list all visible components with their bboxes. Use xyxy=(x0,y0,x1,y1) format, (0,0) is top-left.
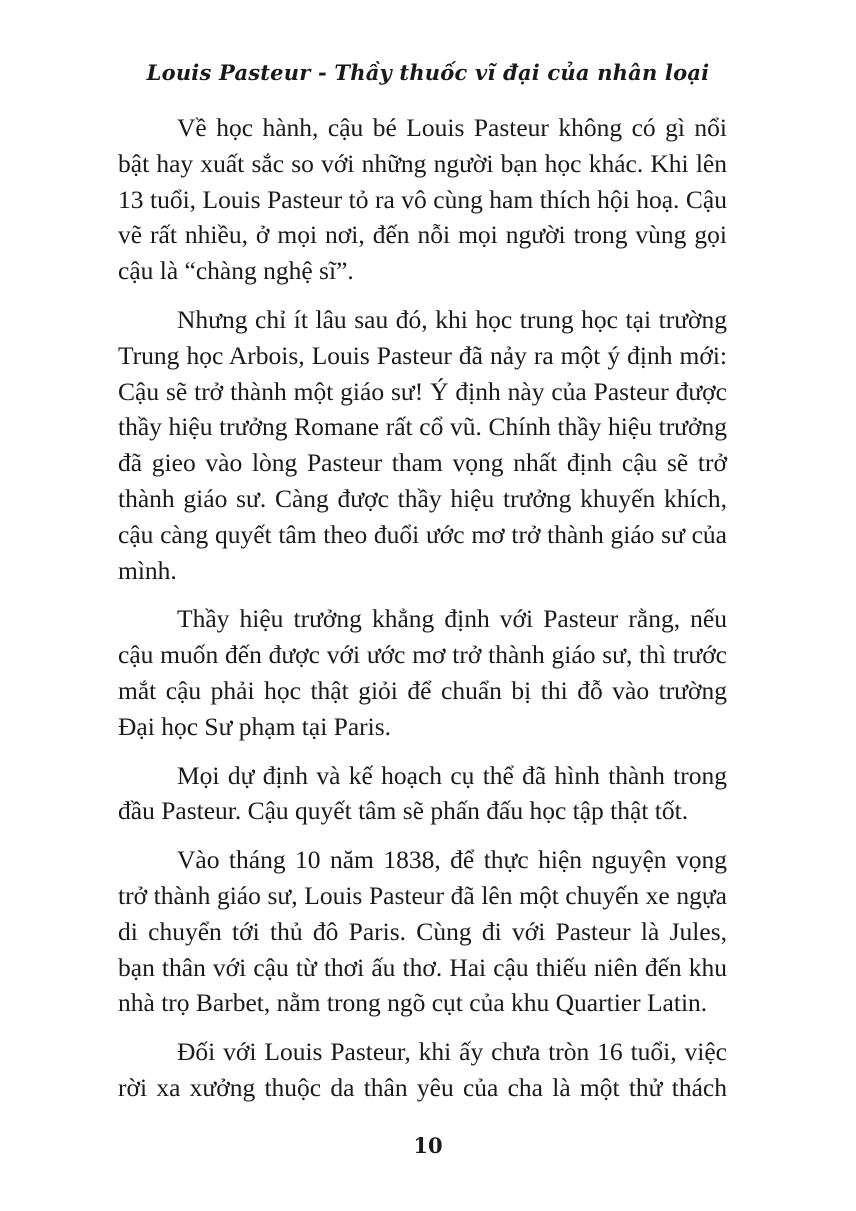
paragraph-2: Nhưng chỉ ít lâu sau đó, khi học trung học tại trường Trung học Arbois, Louis Pasteur đã nảy ra một ý định mới: Cậu sẽ trở thành một giáo sư! Ý định này của Pasteur được thầy hiệu trưởng Romane rất cổ vũ. Chính thầy hiệu trưởng đã gieo vào lòng Pasteur tham vọng nhất định cậu sẽ trở thành giáo sư. Càng được thầy hiệu trưởng khuyến khích, cậu càng quyết tâm theo đuổi ước mơ trở thành giáo sư của mình. xyxy=(118,304,727,585)
paragraph-6: Đối với Louis Pasteur, khi ấy chưa tròn 16 tuổi, việc rời xa xưởng thuộc da thân yêu của cha là một thử thách xyxy=(118,1037,727,1102)
running-header: Louis Pasteur - Thầy thuốc vĩ đại của nhân loại xyxy=(146,60,710,85)
paragraph-1: Về học hành, cậu bé Louis Pasteur không có gì nổi bật hay xuất sắc so với những người bạn học khác. Khi lên 13 tuổi, Louis Pasteur tỏ ra vô cùng ham thích hội hoạ. Cậu vẽ rất nhiều, ở mọi nơi, đến nỗi mọi người trong vùng gọi cậu là “chàng nghệ sĩ”. xyxy=(118,113,727,286)
paragraph-3: Thầy hiệu trưởng khẳng định với Pasteur rằng, nếu cậu muốn đến được với ước mơ trở thành giáo sư, thì trước mắt cậu phải học thật giỏi để chuẩn bị thi đỗ vào trường Đại học Sư phạm tại Paris. xyxy=(118,604,727,741)
paragraph-5: Vào tháng 10 năm 1838, để thực hiện nguyện vọng trở thành giáo sư, Louis Pasteur đã lên một chuyến xe ngựa di chuyển tới thủ đô Paris. Cùng đi với Pasteur là Jules, bạn thân với cậu từ thơi ấu thơ. Hai cậu thiếu niên đến khu nhà trọ Barbet, nằm trong ngõ cụt của khu Quartier Latin. xyxy=(118,845,727,1018)
paragraph-4: Mọi dự định và kế hoạch cụ thể đã hình thành trong đầu Pasteur. Cậu quyết tâm sẽ phấn đấu học tập thật tốt. xyxy=(118,760,727,826)
page-number: 10 xyxy=(413,1133,443,1158)
body-text xyxy=(118,110,727,1119)
